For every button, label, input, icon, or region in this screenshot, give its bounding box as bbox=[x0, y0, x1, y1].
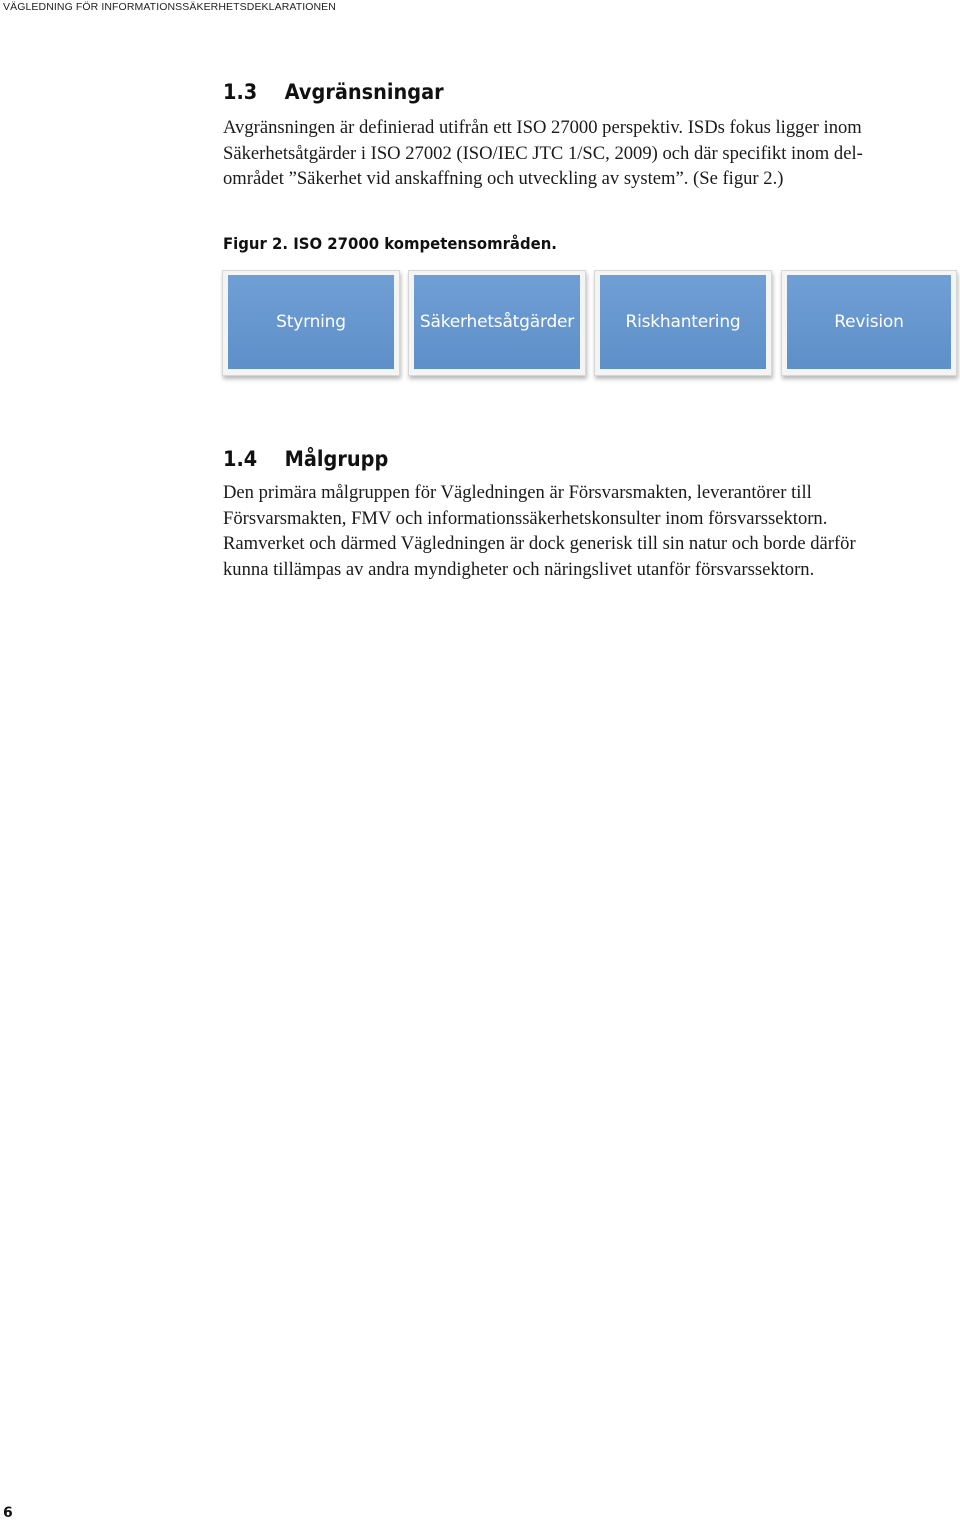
paragraph-line: området ”Säkerhet vid anskaffning och utveckling av system”. (Se figur 2.) bbox=[223, 168, 784, 189]
paragraph-line: Försvarsmakten, FMV och informationssäkerhetskonsulter inom försvarssektorn. bbox=[223, 507, 828, 529]
diagram-box-fill bbox=[787, 275, 951, 369]
diagram-box-fill bbox=[414, 275, 580, 369]
iso-27000-diagram bbox=[222, 270, 958, 378]
paragraph-line: kunna tillämpas av andra myndigheter och näringslivet utanför försvarssektorn. bbox=[223, 558, 815, 580]
diagram-box-label: Revision bbox=[834, 312, 904, 332]
diagram-box-fill bbox=[228, 275, 394, 369]
paragraph-line: Den primära målgruppen för Vägledningen är Försvarsmakten, leverantörer till bbox=[223, 482, 812, 503]
section-paragraph bbox=[223, 115, 948, 192]
section-number: 1.3 bbox=[223, 80, 258, 104]
paragraph-line: Säkerhetsåtgärder i ISO 27002 (ISO/IEC JTC 1/SC, 2009) och där specifikt inom del- bbox=[223, 142, 863, 164]
paragraph-line: Avgränsningen är definierad utifrån ett ISO 27000 perspektiv. ISDs fokus ligger inom bbox=[223, 117, 862, 138]
section-avgransningar bbox=[223, 79, 948, 192]
diagram-box-label: Säkerhetsåtgärder bbox=[419, 312, 575, 332]
diagram-box-fill bbox=[600, 275, 766, 369]
section-heading bbox=[223, 446, 890, 472]
diagram-box-sakerhetsatgarder bbox=[408, 270, 586, 376]
section-number: 1.4 bbox=[223, 447, 258, 471]
section-title: Målgrupp bbox=[284, 447, 389, 471]
diagram-box-revision bbox=[781, 270, 957, 376]
diagram-box-label: Riskhantering bbox=[625, 312, 741, 332]
section-malgrupp bbox=[223, 446, 948, 582]
section-title: Avgränsningar bbox=[284, 80, 444, 104]
diagram-box-riskhantering bbox=[594, 270, 772, 376]
page-number: 6 bbox=[3, 1505, 13, 1521]
diagram-box-styrning bbox=[222, 270, 400, 376]
figure-caption: Figur 2. ISO 27000 kompetensområden. bbox=[223, 234, 557, 253]
section-heading bbox=[223, 79, 890, 105]
section-paragraph bbox=[223, 480, 948, 582]
diagram-box-label: Styrning bbox=[276, 312, 346, 332]
paragraph-line: Ramverket och därmed Vägledningen är dock generisk till sin natur och borde därför bbox=[223, 533, 856, 554]
running-header: VÄGLEDNING FÖR INFORMATIONSSÄKERHETSDEKLARATIONEN bbox=[3, 1, 336, 13]
